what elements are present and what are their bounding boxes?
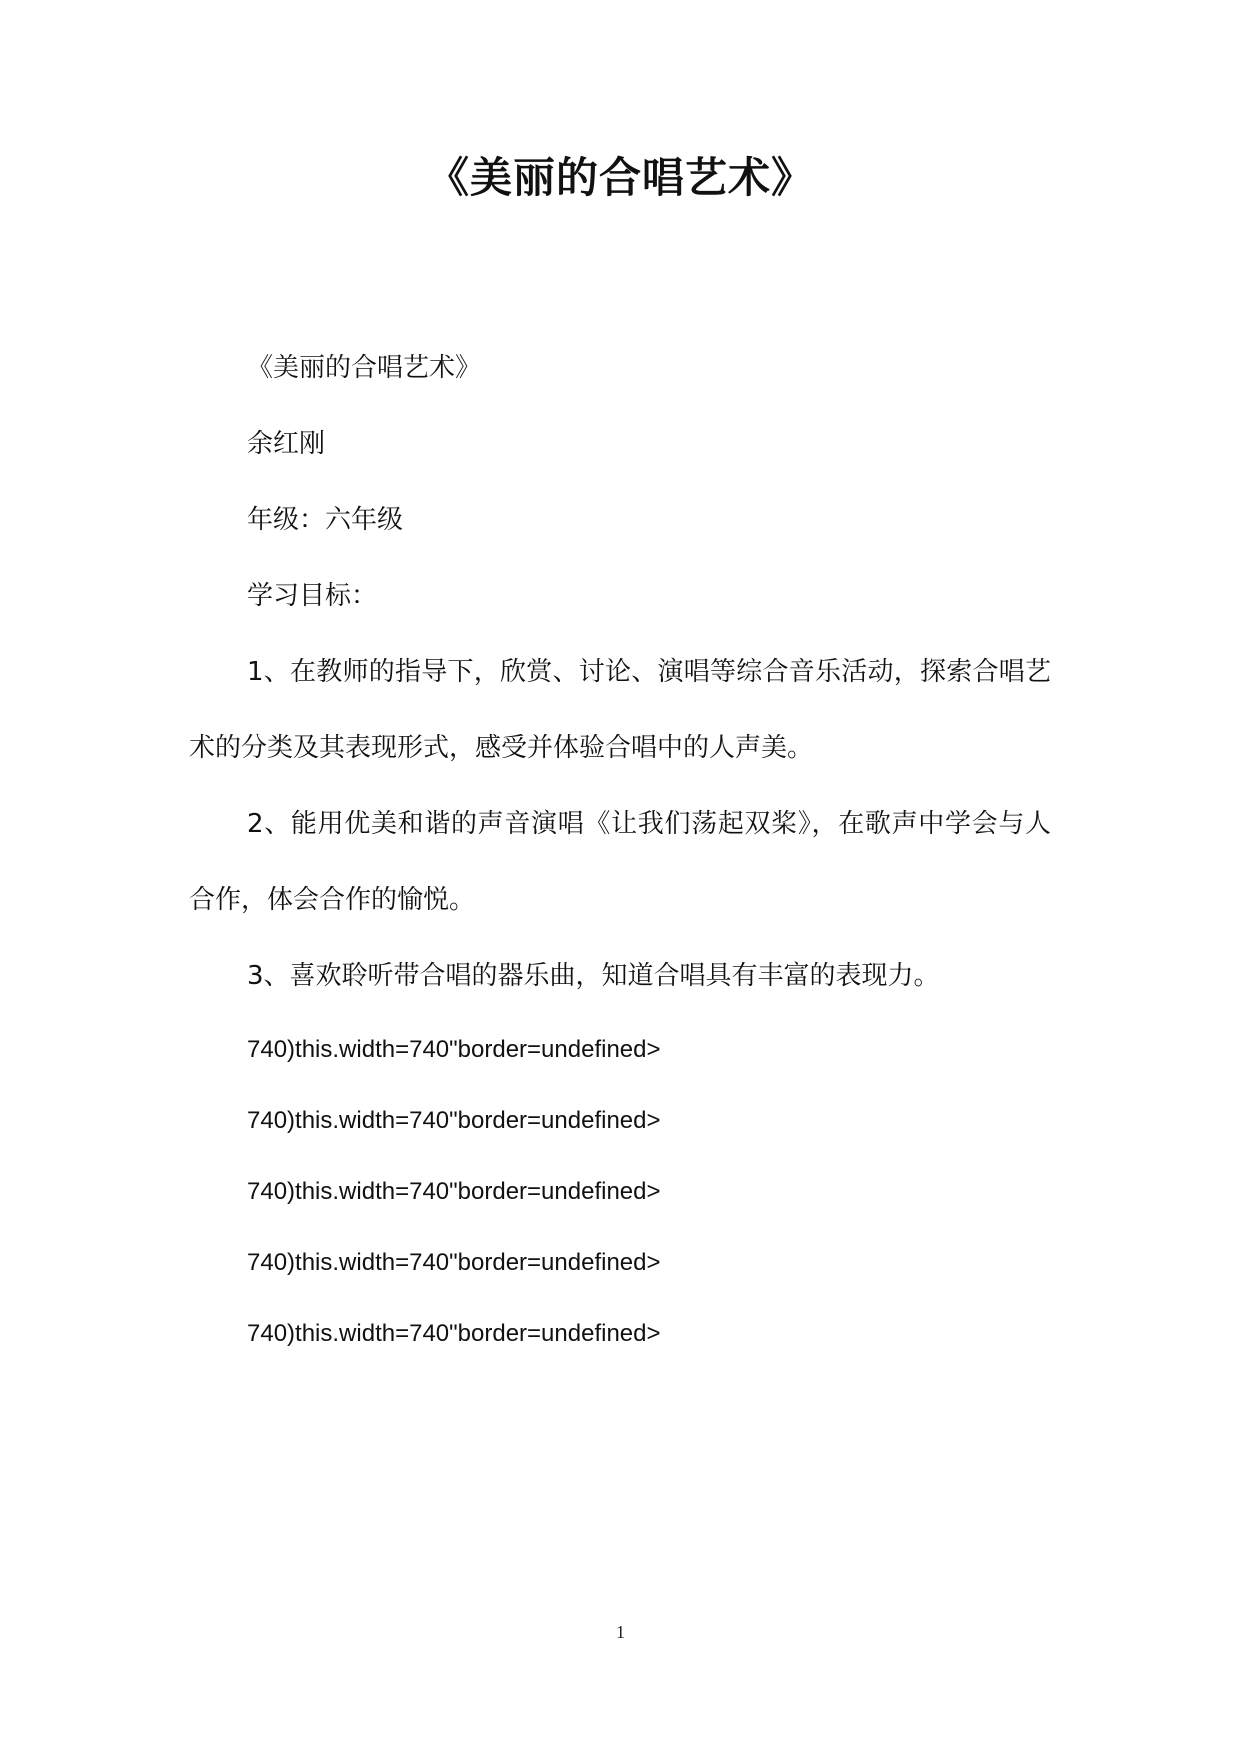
paragraph-code-line: 740)this.width=740"border=undefined> xyxy=(247,1249,661,1276)
paragraph-grade: 年级：六年级 xyxy=(247,505,404,535)
paragraph-author: 余红刚 xyxy=(247,429,326,459)
document-title: 《美丽的合唱艺术》 xyxy=(426,153,814,202)
paragraph-objectives-heading: 学习目标： xyxy=(247,581,378,611)
paragraph-code-line: 740)this.width=740"border=undefined> xyxy=(247,1107,661,1134)
paragraph-code-line: 740)this.width=740"border=undefined> xyxy=(247,1320,661,1347)
paragraph-objective-2: 2、能用优美和谐的声音演唱《让我们荡起双桨》，在歌声中学会与人合作，体会合作的愉悦。 xyxy=(189,809,1051,915)
paragraph-objective-1: 1、在教师的指导下，欣赏、讨论、演唱等综合音乐活动，探索合唱艺术的分类及其表现形式，感受并体验合唱中的人声美。 xyxy=(189,657,1051,763)
paragraph-subtitle: 《美丽的合唱艺术》 xyxy=(247,353,482,383)
document-body xyxy=(189,330,1051,1369)
page-number: 1 xyxy=(616,1622,625,1642)
paragraph-code-line: 740)this.width=740"border=undefined> xyxy=(247,1178,661,1205)
paragraph-objective-3: 3、喜欢聆听带合唱的器乐曲，知道合唱具有丰富的表现力。 xyxy=(247,961,940,991)
paragraph-code-line: 740)this.width=740"border=undefined> xyxy=(247,1036,661,1063)
